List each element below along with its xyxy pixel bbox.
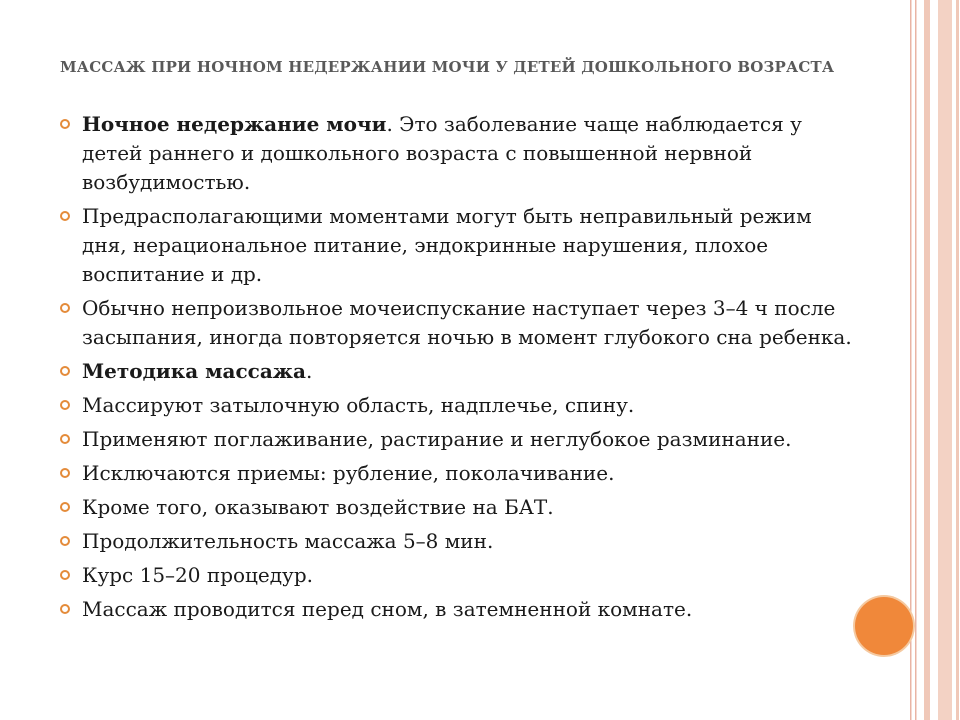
list-item [60, 595, 860, 624]
border-line-2 [915, 0, 917, 720]
list-item [60, 391, 860, 420]
border-band [938, 0, 952, 720]
bullet-bold-text: Ночное недержание мочи [82, 112, 387, 136]
bullet-text: Применяют поглаживание, растирание и неглубокое разминание. [82, 427, 792, 451]
bullet-ring-icon [60, 536, 70, 546]
bullet-text: . Это заболевание чаще наблюдается у детей раннего и дошкольного возраста с повышенной нервной возбудимостью. [82, 112, 802, 194]
border-line-3 [924, 0, 930, 720]
border-line-4 [956, 0, 959, 720]
list-item [60, 493, 860, 522]
bullet-text: Массаж проводится перед сном, в затемненной комнате. [82, 597, 693, 621]
slide-title: МАССАЖ ПРИ НОЧНОМ НЕДЕРЖАНИИ МОЧИ У ДЕТЕЙ ДОШКОЛЬНОГО ВОЗРАСТА [60, 58, 835, 76]
decorative-border [910, 0, 960, 720]
bullet-text: Продолжительность массажа 5–8 мин. [82, 529, 494, 553]
bullet-bold-text: Методика массажа [82, 359, 306, 383]
bullet-ring-icon [60, 211, 70, 221]
bullet-ring-icon [60, 604, 70, 614]
decorative-orange-circle [855, 597, 913, 655]
bullet-ring-icon [60, 468, 70, 478]
bullet-ring-icon [60, 400, 70, 410]
bullet-list [60, 110, 860, 629]
list-item [60, 561, 860, 590]
bullet-ring-icon [60, 570, 70, 580]
list-item [60, 357, 860, 386]
bullet-text: Кроме того, оказывают воздействие на БАТ. [82, 495, 554, 519]
list-item [60, 202, 860, 289]
bullet-text: Предрасполагающими моментами могут быть неправильный режим дня, нерациональное питание, эндокринные нарушения, плохое воспитание и др. [82, 204, 812, 286]
border-line-1 [910, 0, 912, 720]
list-item [60, 294, 860, 352]
list-item [60, 110, 860, 197]
bullet-ring-icon [60, 366, 70, 376]
list-item [60, 425, 860, 454]
bullet-text: Массируют затылочную область, надплечье, спину. [82, 393, 635, 417]
bullet-text: Курс 15–20 процедур. [82, 563, 313, 587]
bullet-ring-icon [60, 434, 70, 444]
list-item [60, 459, 860, 488]
bullet-text: . [305, 359, 313, 383]
bullet-text: Обычно непроизвольное мочеиспускание наступает через 3–4 ч после засыпания, иногда повторяется ночью в момент глубокого сна ребенка. [82, 296, 852, 349]
bullet-ring-icon [60, 119, 70, 129]
bullet-ring-icon [60, 502, 70, 512]
bullet-text: Исключаются приемы: рубление, поколачивание. [82, 461, 615, 485]
bullet-ring-icon [60, 303, 70, 313]
list-item [60, 527, 860, 556]
